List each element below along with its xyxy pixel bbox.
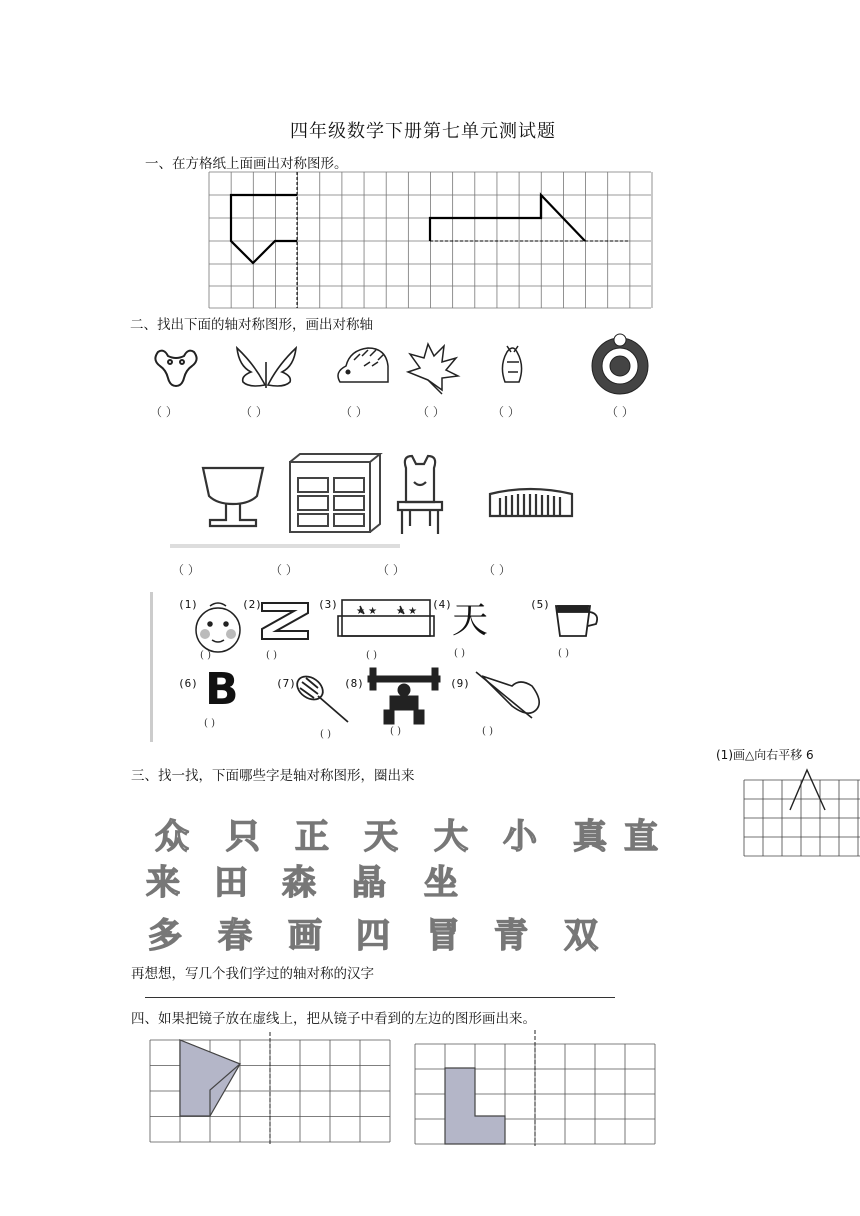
item-number: (6) <box>178 677 198 690</box>
side-fragment-label: (1)画△向右平移 6 <box>716 748 814 762</box>
char-item[interactable]: 画 <box>288 916 322 956</box>
char-item[interactable]: 小 <box>503 817 537 857</box>
char-item[interactable]: 多 <box>148 916 182 956</box>
answer-paren[interactable]: （ ） <box>340 405 368 419</box>
char-item[interactable]: 来 <box>146 863 180 903</box>
item-number: (7) <box>276 677 296 690</box>
item-number: (4) <box>432 598 452 611</box>
page-title: 四年级数学下册第七单元测试题 <box>290 121 556 142</box>
answer-paren[interactable]: （ ） <box>483 563 511 577</box>
answer-paren[interactable]: （ ） <box>492 405 520 419</box>
item-number: (8) <box>344 677 364 690</box>
answer-paren[interactable]: ( ) <box>390 726 401 737</box>
char-item[interactable]: 青 <box>494 916 528 956</box>
item-number: (2) <box>242 598 262 611</box>
char-item[interactable]: 正 <box>295 817 329 857</box>
char-item[interactable]: 坐 <box>424 863 458 903</box>
answer-paren[interactable]: （ ） <box>150 405 178 419</box>
answer-paren[interactable]: ( ) <box>482 726 493 737</box>
answer-paren[interactable]: （ ） <box>417 405 445 419</box>
tian-character-icon: 天 <box>452 600 489 641</box>
answer-paren[interactable]: （ ） <box>606 405 634 419</box>
answer-paren[interactable]: ( ) <box>204 718 215 729</box>
answer-paren[interactable]: ( ) <box>366 650 377 661</box>
char-item[interactable]: 众 <box>155 817 189 857</box>
b-letter-icon: B <box>205 664 239 715</box>
char-item[interactable]: 冒 <box>426 916 460 956</box>
item-number: (3) <box>318 598 338 611</box>
char-item[interactable]: 晶 <box>352 863 386 903</box>
answer-paren[interactable]: （ ） <box>172 563 200 577</box>
question-4-label: 四、如果把镜子放在虚线上，把从镜子中看到的左边的图形画出来。 <box>131 1011 536 1027</box>
char-item[interactable]: 四 <box>356 916 390 956</box>
char-item[interactable]: 直 <box>624 817 658 857</box>
answer-paren[interactable]: ( ) <box>454 648 465 659</box>
answer-paren[interactable]: （ ） <box>270 563 298 577</box>
item-number: (5) <box>530 598 550 611</box>
question-1-label: 一、在方格纸上面画出对称图形。 <box>145 156 348 172</box>
followup-label: 再想想，写几个我们学过的轴对称的汉字 <box>131 966 374 982</box>
char-item[interactable]: 天 <box>364 817 398 857</box>
item-number: (1) <box>178 598 198 611</box>
item-number: (9) <box>450 677 470 690</box>
char-item[interactable]: 只 <box>226 817 260 857</box>
question-2-label: 二、找出下面的轴对称图形，画出对称轴 <box>130 317 373 333</box>
char-item[interactable]: 田 <box>214 863 248 903</box>
svg-text:★ ★: ★ ★ <box>356 606 378 617</box>
char-item[interactable]: 森 <box>282 863 316 903</box>
question-3-label: 三、找一找，下面哪些字是轴对称图形，圈出来 <box>131 768 415 784</box>
answer-paren[interactable]: ( ) <box>320 729 331 740</box>
answer-paren[interactable]: （ ） <box>377 563 405 577</box>
answer-paren[interactable]: （ ） <box>240 405 268 419</box>
answer-paren[interactable]: ( ) <box>558 648 569 659</box>
char-item[interactable]: 真 <box>573 817 607 857</box>
char-item[interactable]: 春 <box>218 916 252 956</box>
answer-paren[interactable]: ( ) <box>266 650 277 661</box>
svg-text:★ ★: ★ ★ <box>396 606 418 617</box>
char-item[interactable]: 双 <box>564 916 598 956</box>
char-item[interactable]: 大 <box>434 817 468 857</box>
answer-paren[interactable]: ( ) <box>200 650 211 661</box>
l-shape <box>445 1068 505 1144</box>
